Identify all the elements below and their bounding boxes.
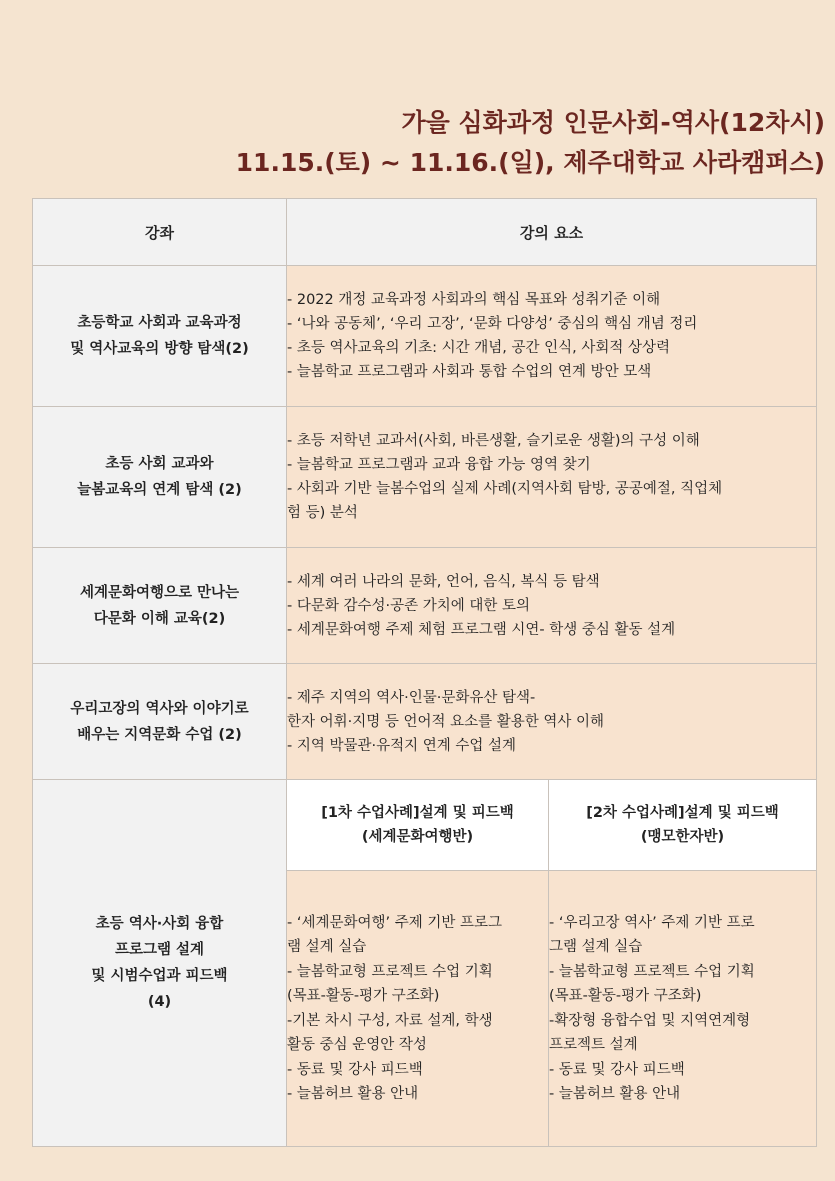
- page-subtitle: 11.15.(토) ~ 11.16.(일), 제주대학교 사라캠퍼스): [235, 148, 825, 177]
- content-item: 한자 어휘·지명 등 언어적 요소를 활용한 역사 이해: [287, 713, 605, 730]
- table-row: [33, 780, 817, 871]
- course-title: 초등 사회 교과와 늘봄교육의 연계 탐색 (2): [33, 407, 287, 548]
- content-item: 프로젝트 설계: [549, 1037, 638, 1053]
- course-content: [287, 664, 817, 780]
- sub-section-title-2: [2차 수업사례]설계 및 피드백 (맹모한자반): [549, 780, 817, 871]
- course-title: 우리고장의 역사와 이야기로 배우는 지역문화 수업 (2): [33, 664, 287, 780]
- content-item: 험 등) 분석: [287, 505, 358, 521]
- content-item: -확장형 융합수업 및 지역연계형: [549, 1012, 751, 1029]
- content-item: - 세계문화여행 주제 체험 프로그램 시연- 학생 중심 활동 설계: [287, 621, 676, 638]
- content-item: - 초등 저학년 교과서(사회, 바른생활, 슬기로운 생활)의 구성 이해: [287, 433, 700, 449]
- content-item: - ‘우리고장 역사’ 주제 기반 프로: [549, 914, 755, 931]
- course-title: 세계문화여행으로 만나는 다문화 이해 교육(2): [33, 548, 287, 664]
- content-item: - 늘봄허브 활용 안내: [287, 1086, 419, 1102]
- content-item: -기본 차시 구성, 자료 설계, 학생: [287, 1012, 493, 1029]
- sub-section-content-2: [549, 871, 817, 1147]
- content-item: 그램 설계 실습: [549, 939, 643, 955]
- course-content: [287, 548, 817, 664]
- sub-section-title-1: [1차 수업사례]설계 및 피드백 (세계문화여행반): [287, 780, 549, 871]
- course-title: 초등 역사·사회 융합 프로그램 설계 및 시범수업과 피드백 (4): [33, 780, 287, 1147]
- table-header-row: [33, 199, 817, 266]
- content-item: - 늘봄허브 활용 안내: [549, 1086, 681, 1102]
- content-item: - ‘세계문화여행’ 주제 기반 프로그: [287, 914, 502, 931]
- content-item: 활동 중심 운영안 작성: [287, 1037, 427, 1053]
- content-item: - 초등 역사교육의 기초: 시간 개념, 공간 인식, 사회적 상상력: [287, 340, 670, 356]
- sub-section-content-1: [287, 871, 549, 1147]
- content-item: - 2022 개정 교육과정 사회과의 핵심 목표와 성취기준 이해: [287, 292, 661, 308]
- content-item: - ‘나와 공동체’, ‘우리 고장’, ‘문화 다양성’ 중심의 핵심 개념 정리: [287, 316, 698, 332]
- content-item: - 늘봄학교 프로그램과 교과 융합 가능 영역 찾기: [287, 457, 591, 473]
- content-item: - 사회과 기반 늘봄수업의 실제 사례(지역사회 탐방, 공공예절, 직업체: [287, 481, 723, 497]
- content-item: - 제주 지역의 역사·인물·문화유산 탐색-: [287, 689, 536, 706]
- page-header: [236, 104, 825, 184]
- column-header-content: 강의 요소: [287, 199, 817, 266]
- table-row: [33, 407, 817, 548]
- page-title: 가을 심화과정 인문사회-역사(12차시): [401, 108, 825, 137]
- content-item: - 늘봄학교 프로그램과 사회과 통합 수업의 연계 방안 모색: [287, 364, 652, 380]
- column-header-course: 강좌: [33, 199, 287, 266]
- curriculum-table: [32, 198, 817, 1147]
- content-item: (목표-활동-평가 구조화): [287, 988, 440, 1004]
- course-content: [287, 266, 817, 407]
- content-item: - 늘봄학교형 프로젝트 수업 기획: [287, 963, 493, 980]
- content-item: - 동료 및 강사 피드백: [549, 1061, 685, 1078]
- course-title: 초등학교 사회과 교육과정 및 역사교육의 방향 탐색(2): [33, 266, 287, 407]
- content-item: (목표-활동-평가 구조화): [549, 988, 702, 1004]
- content-item: 램 설계 실습: [287, 939, 367, 955]
- content-item: - 동료 및 강사 피드백: [287, 1061, 423, 1078]
- content-item: - 늘봄학교형 프로젝트 수업 기획: [549, 963, 755, 980]
- table-row: [33, 664, 817, 780]
- table-row: [33, 548, 817, 664]
- content-item: - 지역 박물관·유적지 연계 수업 설계: [287, 737, 516, 754]
- content-item: - 세계 여러 나라의 문화, 언어, 음식, 복식 등 탐색: [287, 573, 600, 590]
- course-content: [287, 407, 817, 548]
- table-row: [33, 266, 817, 407]
- content-item: - 다문화 감수성·공존 가치에 대한 토의: [287, 597, 530, 614]
